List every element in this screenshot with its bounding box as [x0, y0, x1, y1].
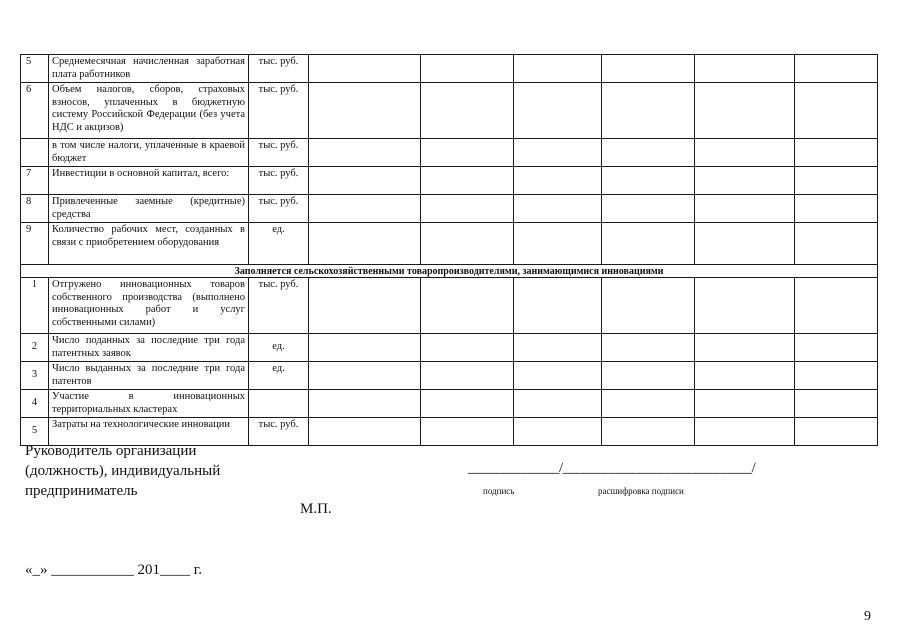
indicators-table — [20, 54, 878, 446]
unit-of-measure: тыс. руб. — [249, 167, 309, 195]
value-cell[interactable] — [309, 418, 421, 446]
unit-of-measure: тыс. руб. — [249, 139, 309, 167]
unit-of-measure: тыс. руб. — [249, 195, 309, 223]
row-number: 5 — [21, 55, 49, 83]
value-cell[interactable] — [421, 83, 514, 139]
value-cell[interactable] — [695, 139, 795, 167]
section-header — [21, 265, 878, 278]
date-line: «_» ___________ 201____ г. — [25, 562, 202, 578]
row-number: 7 — [21, 167, 49, 195]
value-cell[interactable] — [695, 334, 795, 362]
indicator-name: Среднемесячная начисленная заработная плата работников — [49, 55, 249, 83]
value-cell[interactable] — [795, 223, 878, 265]
signature-label-line2: (должность), индивидуальный — [25, 463, 221, 479]
value-cell[interactable] — [421, 334, 514, 362]
value-cell[interactable] — [602, 167, 695, 195]
value-cell[interactable] — [514, 362, 602, 390]
value-cell[interactable] — [695, 418, 795, 446]
value-cell[interactable] — [602, 362, 695, 390]
indicator-name: Привлеченные заемные (кредитные) средства — [49, 195, 249, 223]
indicator-name: Инвестиции в основной капитал, всего: — [49, 167, 249, 195]
value-cell[interactable] — [421, 362, 514, 390]
value-cell[interactable] — [795, 278, 878, 334]
unit-of-measure: ед. — [249, 334, 309, 362]
value-cell[interactable] — [602, 83, 695, 139]
unit-of-measure: тыс. руб. — [249, 418, 309, 446]
row-number — [21, 139, 49, 167]
value-cell[interactable] — [695, 278, 795, 334]
indicator-name: Число выданных за последние три года патентов — [49, 362, 249, 390]
value-cell[interactable] — [421, 167, 514, 195]
value-cell[interactable] — [602, 334, 695, 362]
value-cell[interactable] — [795, 83, 878, 139]
value-cell[interactable] — [514, 195, 602, 223]
value-cell[interactable] — [514, 278, 602, 334]
table-row — [21, 418, 878, 446]
indicator-name: Отгружено инновационных товаров собственного производства (выполнено инновационных работ и услуг собственными силами) — [49, 278, 249, 334]
row-number: 3 — [21, 362, 49, 390]
value-cell[interactable] — [421, 55, 514, 83]
indicator-name: Количество рабочих мест, созданных в связи с приобретением оборудования — [49, 223, 249, 265]
value-cell[interactable] — [514, 334, 602, 362]
table-body-bottom — [21, 278, 878, 446]
table-row — [21, 83, 878, 139]
value-cell[interactable] — [421, 390, 514, 418]
value-cell[interactable] — [795, 167, 878, 195]
row-number: 8 — [21, 195, 49, 223]
indicator-name: Затраты на технологические инновации — [49, 418, 249, 446]
value-cell[interactable] — [695, 362, 795, 390]
value-cell[interactable] — [514, 83, 602, 139]
unit-of-measure: ед. — [249, 362, 309, 390]
unit-of-measure: тыс. руб. — [249, 278, 309, 334]
table-row — [21, 195, 878, 223]
section-title: Заполняется сельскохозяйственными товаропроизводителями, занимающимися инновациями — [21, 265, 878, 278]
row-number: 5 — [21, 418, 49, 446]
value-cell[interactable] — [514, 390, 602, 418]
unit-of-measure — [249, 390, 309, 418]
value-cell[interactable] — [309, 390, 421, 418]
value-cell[interactable] — [421, 195, 514, 223]
value-cell[interactable] — [695, 195, 795, 223]
value-cell[interactable] — [421, 278, 514, 334]
value-cell[interactable] — [602, 139, 695, 167]
value-cell[interactable] — [795, 139, 878, 167]
indicator-name: Число поданных за последние три года патентных заявок — [49, 334, 249, 362]
table-row — [21, 362, 878, 390]
row-number: 1 — [21, 278, 49, 334]
table-row — [21, 390, 878, 418]
value-cell[interactable] — [309, 83, 421, 139]
value-cell[interactable] — [602, 390, 695, 418]
value-cell[interactable] — [309, 167, 421, 195]
value-cell[interactable] — [421, 418, 514, 446]
value-cell[interactable] — [795, 418, 878, 446]
value-cell[interactable] — [309, 139, 421, 167]
indicator-name: Объем налогов, сборов, страховых взносов, уплаченных в бюджетную систему Российской Федерации (без учета НДС и акцизов) — [49, 83, 249, 139]
row-number: 6 — [21, 83, 49, 139]
value-cell[interactable] — [602, 278, 695, 334]
value-cell[interactable] — [795, 362, 878, 390]
value-cell[interactable] — [695, 390, 795, 418]
value-cell[interactable] — [602, 418, 695, 446]
value-cell[interactable] — [421, 139, 514, 167]
value-cell[interactable] — [514, 418, 602, 446]
value-cell[interactable] — [602, 223, 695, 265]
row-number: 2 — [21, 334, 49, 362]
value-cell[interactable] — [514, 223, 602, 265]
value-cell[interactable] — [795, 55, 878, 83]
unit-of-measure: тыс. руб. — [249, 83, 309, 139]
value-cell[interactable] — [695, 223, 795, 265]
value-cell[interactable] — [309, 278, 421, 334]
value-cell[interactable] — [602, 195, 695, 223]
row-number: 9 — [21, 223, 49, 265]
signature-label-line1: Руководитель организации — [25, 443, 197, 459]
value-cell[interactable] — [421, 223, 514, 265]
signature-label-line3: предприниматель — [25, 483, 138, 499]
value-cell[interactable] — [695, 83, 795, 139]
unit-of-measure: ед. — [249, 223, 309, 265]
value-cell[interactable] — [795, 195, 878, 223]
page-number: 9 — [864, 609, 871, 624]
value-cell[interactable] — [309, 195, 421, 223]
value-cell[interactable] — [309, 55, 421, 83]
signature-caption: подпись — [483, 486, 515, 496]
table-row — [21, 223, 878, 265]
table-row — [21, 167, 878, 195]
row-number: 4 — [21, 390, 49, 418]
table-body-top — [21, 55, 878, 265]
value-cell[interactable] — [309, 334, 421, 362]
value-cell[interactable] — [695, 55, 795, 83]
unit-of-measure: тыс. руб. — [249, 55, 309, 83]
signature-line: _____________/___________________________/ — [468, 460, 756, 476]
value-cell[interactable] — [695, 167, 795, 195]
table-row — [21, 334, 878, 362]
value-cell[interactable] — [602, 55, 695, 83]
table-row — [21, 139, 878, 167]
value-cell[interactable] — [514, 139, 602, 167]
signature-decode-caption: расшифровка подписи — [598, 486, 684, 496]
stamp-label: М.П. — [300, 501, 332, 517]
value-cell[interactable] — [514, 55, 602, 83]
value-cell[interactable] — [309, 223, 421, 265]
indicator-name: в том числе налоги, уплаченные в краевой бюджет — [49, 139, 249, 167]
value-cell[interactable] — [514, 167, 602, 195]
table-row — [21, 55, 878, 83]
value-cell[interactable] — [795, 390, 878, 418]
indicator-name: Участие в инновационных территориальных кластерах — [49, 390, 249, 418]
table-row — [21, 278, 878, 334]
value-cell[interactable] — [795, 334, 878, 362]
value-cell[interactable] — [309, 362, 421, 390]
